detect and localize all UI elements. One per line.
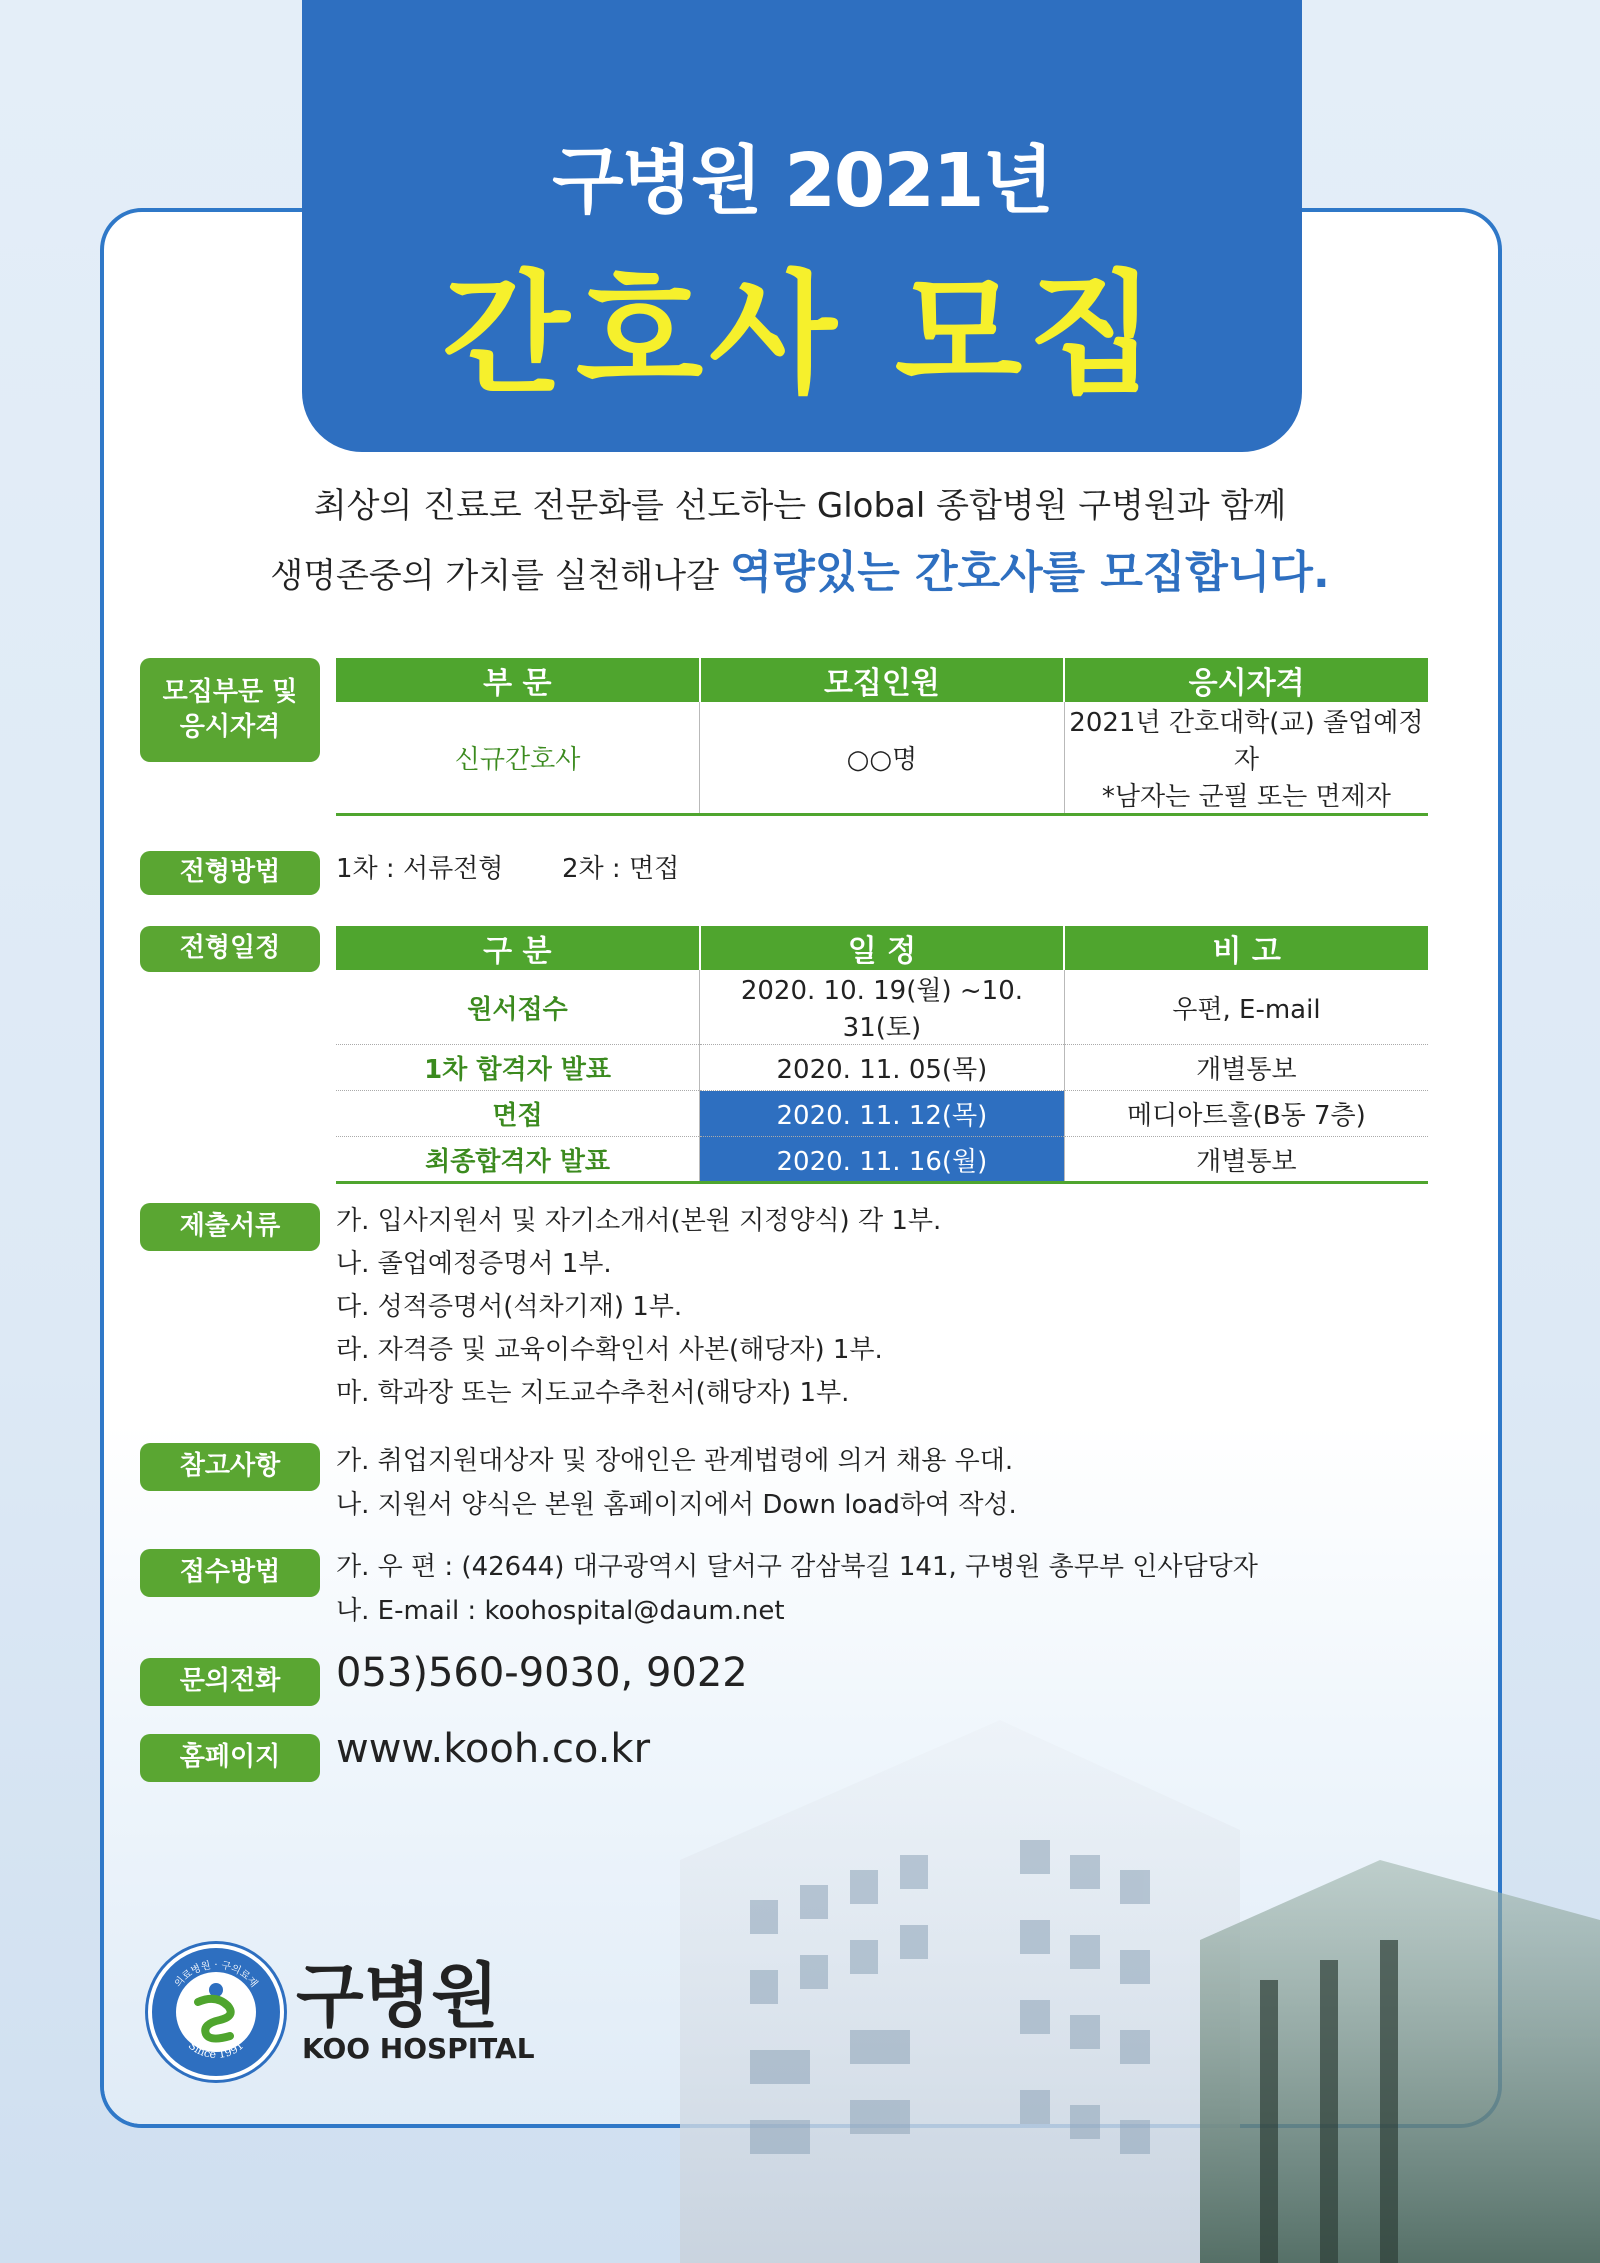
svg-text:의료병원 · 구의료재: 의료병원 · 구의료재	[172, 1960, 260, 1990]
schedule-note-4: 개별통보	[1064, 1137, 1428, 1183]
logo-name-korean: 구병원	[296, 1955, 499, 2037]
schedule-header-item: 구 분	[336, 926, 700, 970]
schedule-header-note: 비 고	[1064, 926, 1428, 970]
document-item-4: 라. 자격증 및 교육이수확인서 사본(해당자) 1부.	[336, 1335, 883, 1365]
label-homepage: 홈페이지	[140, 1734, 320, 1782]
recruit-header-count: 모집인원	[700, 658, 1065, 702]
label-documents: 제출서류	[140, 1203, 320, 1251]
schedule-item-2: 1차 합격자 발표	[336, 1045, 700, 1091]
method-step-1: 1차 : 서류전형	[336, 854, 504, 884]
svg-text:Since 1991: Since 1991	[185, 2038, 247, 2062]
recruit-qual	[1064, 702, 1428, 815]
document-item-2: 나. 졸업예정증명서 1부.	[336, 1249, 612, 1279]
schedule-date-2: 2020. 11. 05(목)	[700, 1045, 1065, 1091]
recruit-dept: 신규간호사	[336, 702, 700, 815]
intro-line-1: 최상의 진료로 전문화를 선도하는 Global 종합병원 구병원과 함께	[313, 486, 1287, 526]
seal-ring-text	[152, 1948, 280, 2076]
note-item-1: 가. 취업지원대상자 및 장애인은 관계법령에 의거 채용 우대.	[336, 1446, 1014, 1476]
title-year: 구병원 2021년	[552, 138, 1052, 224]
intro-line-2	[200, 536, 1400, 600]
note-item-2: 나. 지원서 양식은 본원 홈페이지에서 Down load하여 작성.	[336, 1490, 1017, 1520]
schedule-date-4: 2020. 11. 16(월)	[700, 1137, 1065, 1183]
schedule-item-4: 최종합격자 발표	[336, 1137, 700, 1183]
recruit-header-dept: 부 문	[336, 658, 700, 702]
homepage-url: www.kooh.co.kr	[336, 1726, 651, 1772]
document-item-3: 다. 성적증명서(석차기재) 1부.	[336, 1292, 683, 1322]
logo-name-english: KOO HOSPITAL	[302, 2032, 535, 2065]
label-recruit: 모집부문 및 응시자격	[140, 658, 320, 762]
label-submit: 접수방법	[140, 1549, 320, 1597]
intro-line-2-highlight: 역량있는 간호사를 모집합니다.	[729, 547, 1330, 598]
schedule-date-3: 2020. 11. 12(목)	[700, 1091, 1065, 1137]
title-banner	[302, 0, 1302, 452]
schedule-note-1: 우편, E-mail	[1064, 970, 1428, 1045]
schedule-table	[336, 926, 1428, 1184]
label-method: 전형방법	[140, 851, 320, 895]
label-schedule: 전형일정	[140, 926, 320, 972]
recruit-table	[336, 658, 1428, 816]
intro-line-2-plain: 생명존중의 가치를 실천해나갈	[270, 556, 730, 596]
document-item-1: 가. 입사지원서 및 자기소개서(본원 지정양식) 각 1부.	[336, 1206, 942, 1236]
label-notes: 참고사항	[140, 1443, 320, 1491]
recruit-header-qual: 응시자격	[1064, 658, 1428, 702]
recruit-qual-line-2: *남자는 군필 또는 면제자	[1101, 782, 1391, 812]
hospital-seal-logo	[148, 1944, 284, 2080]
label-phone: 문의전화	[140, 1658, 320, 1706]
submit-email: 나. E-mail : koohospital@daum.net	[336, 1596, 785, 1626]
schedule-item-3: 면접	[336, 1091, 700, 1137]
phone-number: 053)560-9030, 9022	[336, 1650, 748, 1696]
document-item-5: 마. 학과장 또는 지도교수추천서(해당자) 1부.	[336, 1378, 850, 1408]
schedule-item-1: 원서접수	[336, 970, 700, 1045]
schedule-note-3: 메디아트홀(B동 7층)	[1064, 1091, 1428, 1137]
recruit-count: ○○명	[700, 702, 1065, 815]
submit-post: 가. 우 편 : (42644) 대구광역시 달서구 감삼북길 141, 구병원 총무부 인사담당자	[336, 1552, 1258, 1582]
recruit-qual-line-1: 2021년 간호대학(교) 졸업예정자	[1069, 708, 1424, 775]
schedule-header-date: 일 정	[700, 926, 1065, 970]
hospital-building-illustration	[620, 1680, 1600, 2263]
schedule-date-1: 2020. 10. 19(월) ~10. 31(토)	[700, 970, 1065, 1045]
title-main: 간호사 모집	[442, 258, 1162, 412]
method-step-2: 2차 : 면접	[562, 854, 680, 884]
schedule-note-2: 개별통보	[1064, 1045, 1428, 1091]
